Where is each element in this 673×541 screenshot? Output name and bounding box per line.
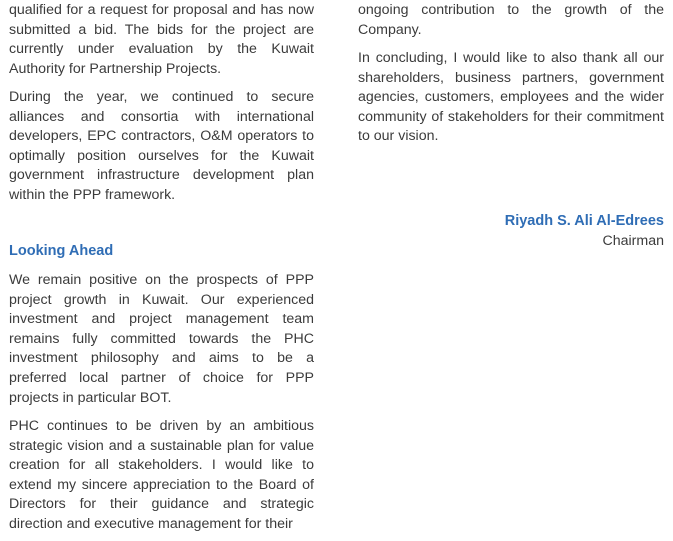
section-heading-looking-ahead: Looking Ahead: [9, 243, 114, 259]
paragraph-bid-status: qualified for a request for proposal and has now submitted a bid. The bids for the project are currently under evaluation by the Kuwait Authority for Partnership Projects.: [9, 2, 314, 77]
signature-name: Riyadh S. Ali Al-Edrees: [504, 213, 664, 229]
paragraph-alliances: During the year, we continued to secure alliances and consortia with international developers, EPC contractors, O&M operators to optimally position ourselves for the Kuwait government infrastructure development plan within the PPP framework.: [9, 89, 314, 203]
paragraph-vision: PHC continues to be driven by an ambitious strategic vision and a sustainable plan for value creation for all stakeholders. I would like to extend my sincere appreciation to the Board of Directors for their guidance and strategic direction and executive management for their: [9, 418, 314, 532]
signature-title: Chairman: [602, 233, 664, 249]
paragraph-thanks: In concluding, I would like to also thank all our shareholders, business partners, government agencies, customers, employees and the wider community of stakeholders for their commitment to our vision.: [358, 50, 664, 145]
paragraph-prospects: We remain positive on the prospects of PPP project growth in Kuwait. Our experienced investment and project management team remains fully committed towards the PHC investment philosophy and aims to be a preferred local partner of choice for PPP projects in particular BOT.: [9, 272, 314, 406]
paragraph-contribution: ongoing contribution to the growth of the Company.: [358, 2, 664, 38]
